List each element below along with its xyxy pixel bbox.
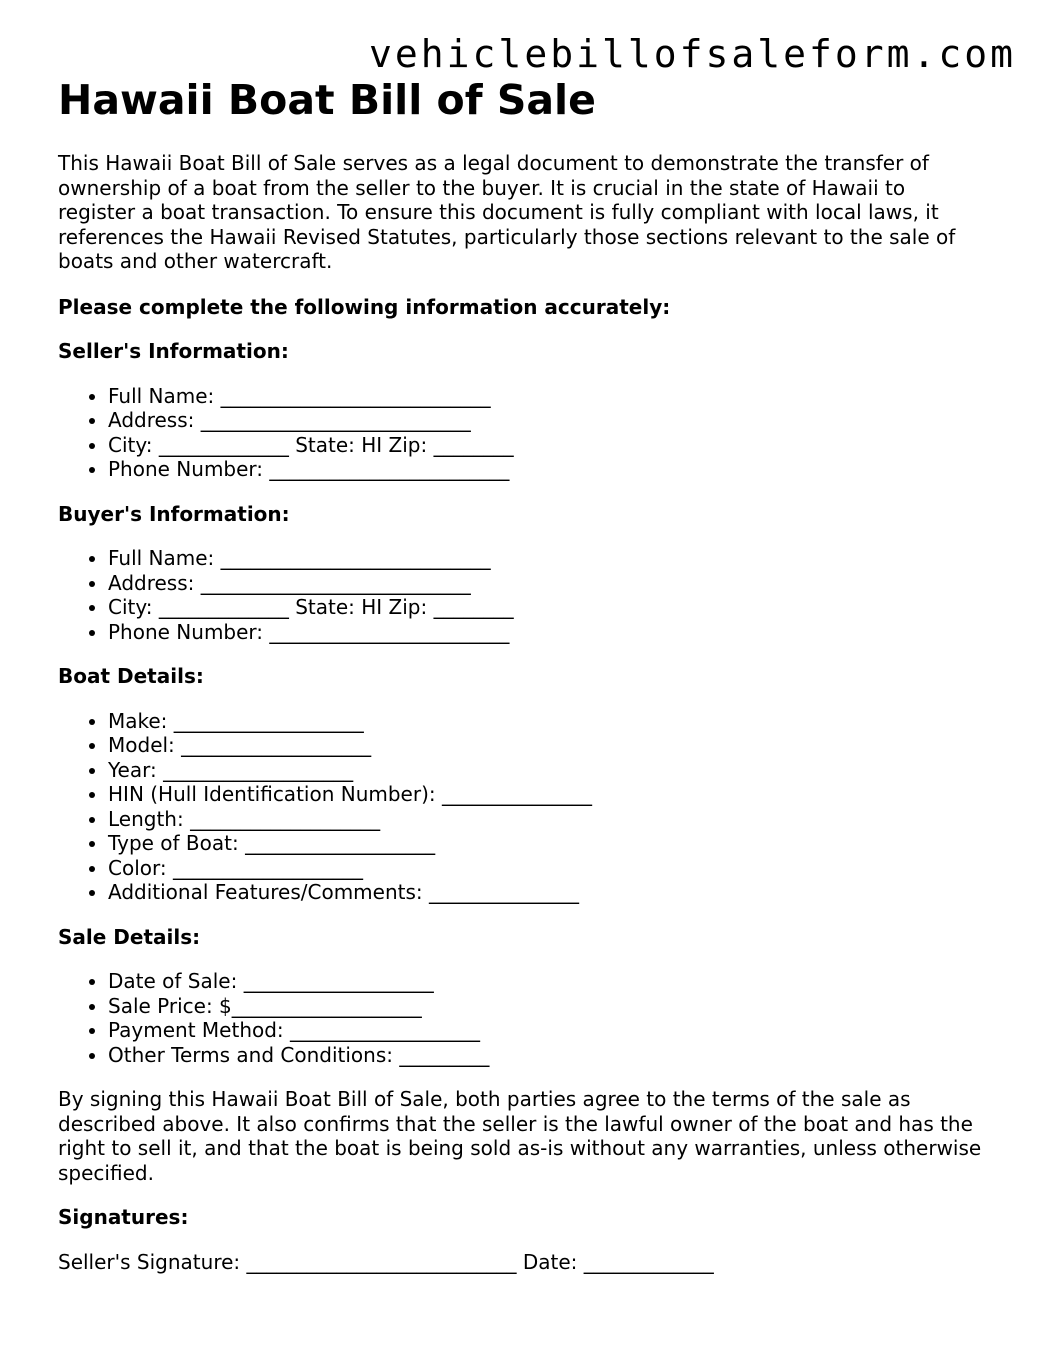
instruction-heading: Please complete the following information accurately: xyxy=(58,294,671,319)
buyer-heading: Buyer's Information: xyxy=(58,501,290,526)
seller-field-list xyxy=(58,384,988,482)
seller-phone-field: • Phone Number: ________________________ xyxy=(108,457,988,482)
buyer-field-list xyxy=(58,546,988,644)
buyer-full-name-field: • Full Name: ___________________________ xyxy=(108,546,988,571)
intro-paragraph: This Hawaii Boat Bill of Sale serves as a legal document to demonstrate the transfer of ownership of a boat from the seller to the buyer. It is crucial in the state of Hawaii to register a boat transaction. To ensure this document is fully compliant with local laws, it references the Hawaii Revised Statutes, particularly those sections relevant to the sale of boats and other watercraft. xyxy=(58,151,956,273)
boat-year-field: • Year: ___________________ xyxy=(108,758,988,783)
payment-method-field: • Payment Method: ___________________ xyxy=(108,1018,988,1043)
seller-address-field: • Address: ___________________________ xyxy=(108,408,988,433)
sale-date-field: • Date of Sale: ___________________ xyxy=(108,969,988,994)
document-title: Hawaii Boat Bill of Sale xyxy=(58,76,596,124)
buyer-address-field: • Address: ___________________________ xyxy=(108,571,988,596)
document-body xyxy=(58,74,988,1274)
other-terms-field: • Other Terms and Conditions: _________ xyxy=(108,1043,988,1068)
boat-color-field: • Color: ___________________ xyxy=(108,856,988,881)
boat-model-field: • Model: ___________________ xyxy=(108,733,988,758)
seller-signature-line: Seller's Signature: ___________________________ Date: _____________ xyxy=(58,1249,714,1274)
boat-additional-features-field: • Additional Features/Comments: _______________ xyxy=(108,880,988,905)
seller-full-name-field: • Full Name: ___________________________ xyxy=(108,384,988,409)
boat-make-field: • Make: ___________________ xyxy=(108,709,988,734)
seller-city-state-zip-field: • City: _____________ State: HI Zip: ________ xyxy=(108,433,988,458)
boat-details-heading: Boat Details: xyxy=(58,664,204,688)
seller-heading: Seller's Information: xyxy=(58,339,289,363)
signatures-heading: Signatures: xyxy=(58,1205,189,1229)
buyer-city-state-zip-field: • City: _____________ State: HI Zip: ________ xyxy=(108,595,988,620)
site-watermark: vehiclebillofsaleform.com xyxy=(369,32,1016,76)
sale-details-heading: Sale Details: xyxy=(58,924,201,949)
boat-length-field: • Length: ___________________ xyxy=(108,807,988,832)
sale-price-field: • Sale Price: $___________________ xyxy=(108,994,988,1019)
closing-paragraph: By signing this Hawaii Boat Bill of Sale, both parties agree to the terms of the sale as described above. It also confirms that the seller is the lawful owner of the boat and has the right to sell it, and that the boat is being sold as-is without any warranties, unless otherwise specified. xyxy=(58,1087,982,1185)
buyer-phone-field: • Phone Number: ________________________ xyxy=(108,620,988,645)
boat-hin-field: • HIN (Hull Identification Number): _______________ xyxy=(108,782,988,807)
boat-type-field: • Type of Boat: ___________________ xyxy=(108,831,988,856)
sale-field-list xyxy=(58,969,988,1067)
boat-field-list xyxy=(58,709,988,905)
